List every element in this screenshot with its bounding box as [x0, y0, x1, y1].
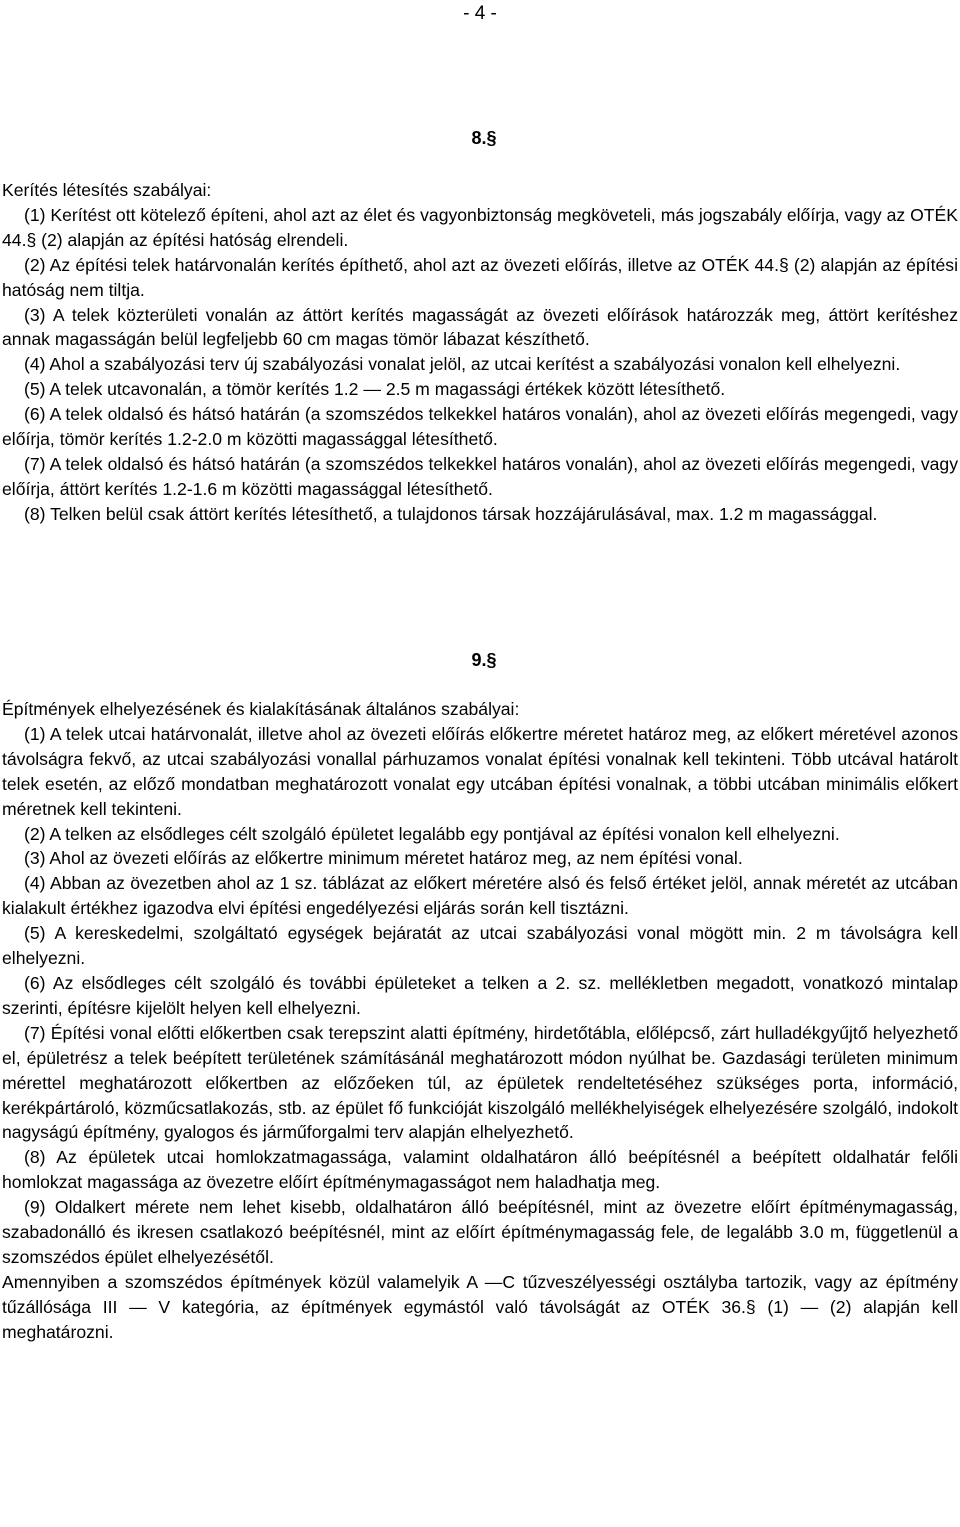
section-8-intro: Kerítés létesítés szabályai:	[2, 180, 212, 200]
page-number: - 4 -	[463, 3, 497, 24]
section-8-paragraph-8: (8) Telken belül csak áttört kerítés létesíthető, a tulajdonos társak hozzájárulásával, max. 1.2 m magassággal.	[24, 503, 878, 524]
section-9-paragraph-7: (7) Építési vonal előtti előkertben csak terepszint alatti építmény, hirdetőtábla, előlépcső, zárt hulladékgyűjtő helyezhető el, épületrész a telek beépített területének számításánál meghatározott módon nyúlhat be. Gazdasági területen minimum mérettel meghatározott előkertben az előzőeken túl, az épületek rendeltetéséhez szükséges porta, információ, kerékpártároló, közműcsatlakozás, stb. az épület fő funkcióját kiszolgáló mellékhelyiségek elhelyezésére szolgáló, indokolt nagyságú építmény, gyalogos és járműforgalmi terv alapján elhelyezhető.	[2, 1022, 958, 1143]
section-9-paragraph-4: (4) Abban az övezetben ahol az 1 sz. táblázat az előkert méretére alsó és felső értéket jelöl, annak méretét az utcában kialakult értékhez igazodva elvi építési engedélyezési eljárás során kell tisztázni.	[2, 873, 958, 919]
section-9-paragraph-2: (2) A telken az elsődleges célt szolgáló épületet legalább egy pontjával az építési vonalon kell elhelyezni.	[24, 823, 840, 844]
section-9-title: 9.§	[471, 650, 497, 670]
section-9-paragraph-1: (1) A telek utcai határvonalát, illetve ahol az övezeti előírás előkertre méretet határoz meg, az előkert méretével azonos távolságra fekvő, az utcai szabályozási vonallal párhuzamos vonalat építési vonalnak kell tekinteni. Több utcával határolt telek esetén, az előző mondatban meghatározott vonalat egy utcában építési vonalnak, a többi utcában minimális előkert méretnek kell tekinteni.	[2, 723, 958, 819]
section-8-paragraph-6: (6) A telek oldalsó és hátsó határán (a szomszédos telkekkel határos vonalán), ahol az övezeti előírás megengedi, vagy előírja, tömör kerítés 1.2-2.0 m közötti magassággal létesíthető.	[2, 404, 958, 450]
section-9-paragraph-6: (6) Az elsődleges célt szolgáló és további épületeket a telken a 2. sz. mellékletben megadott, vonatkozó mintalap szerinti, építésre kijelölt helyen kell elhelyezni.	[2, 972, 958, 1018]
section-8-paragraph-7: (7) A telek oldalsó és hátsó határán (a szomszédos telkekkel határos vonalán), ahol az övezeti előírás megengedi, vagy előírja, áttört kerítés 1.2-1.6 m közötti magassággal létesíthető.	[2, 453, 958, 499]
section-9-paragraph-8: (8) Az épületek utcai homlokzatmagassága, valamint oldalhatáron álló beépítésnél a beépített oldalhatár felőli homlokzat magassága az övezetre előírt építménymagasságot nem haladhatja meg.	[2, 1147, 958, 1193]
section-8-body	[2, 178, 958, 527]
section-8-title: 8.§	[471, 128, 497, 148]
section-8-paragraph-2: (2) Az építési telek határvonalán kerítés építhető, ahol azt az övezeti előírás, illetve az OTÉK 44.§ (2) alapján az építési hatóság nem tiltja.	[2, 254, 958, 300]
section-8-paragraph-3: (3) A telek közterületi vonalán az áttört kerítés magasságát az övezeti előírások határozzák meg, áttört kerítéshez annak magasságán belül legfeljebb 60 cm magas tömör lábazat készíthető.	[2, 304, 958, 350]
section-8-paragraph-4: (4) Ahol a szabályozási terv új szabályozási vonalat jelöl, az utcai kerítést a szabályozási vonalon kell elhelyezni.	[24, 354, 901, 375]
section-8-paragraph-5: (5) A telek utcavonalán, a tömör kerítés 1.2 — 2.5 m magassági értékek között létesíthető.	[24, 379, 726, 400]
section-9-paragraph-9: (9) Oldalkert mérete nem lehet kisebb, oldalhatáron álló beépítésnél, mint az övezetre előírt építménymagasság, szabadonálló és ikresen csatlakozó beépítésnél, mint az előírt építménymagasság fele, de legalább 3.0 m, függetlenül a szomszédos épület elhelyezésétől.	[2, 1197, 958, 1267]
section-9-intro: Építmények elhelyezésének és kialakításának általános szabályai:	[2, 699, 520, 719]
section-9-paragraph-3: (3) Ahol az övezeti előírás az előkertre minimum méretet határoz meg, az nem építési vonal.	[24, 848, 743, 869]
section-9-paragraph-5: (5) A kereskedelmi, szolgáltató egységek bejáratát az utcai szabályozási vonal mögött min. 2 m távolságra kell elhelyezni.	[2, 923, 958, 969]
section-9-body	[2, 697, 958, 1345]
section-9-closing-paragraph: Amennyiben a szomszédos építmények közül valamelyik A —C tűzveszélyességi osztályba tartozik, vagy az építmény tűzállósága III — V kategória, az építmények egymástól való távolságát az OTÉK 36.§ (1) — (2) alapján kell meghatározni.	[2, 1271, 958, 1342]
section-8-paragraph-1: (1) Kerítést ott kötelező építeni, ahol azt az élet és vagyonbiztonság megköveteli, más jogszabály előírja, vagy az OTÉK 44.§ (2) alapján az építési hatóság elrendeli.	[2, 204, 958, 250]
